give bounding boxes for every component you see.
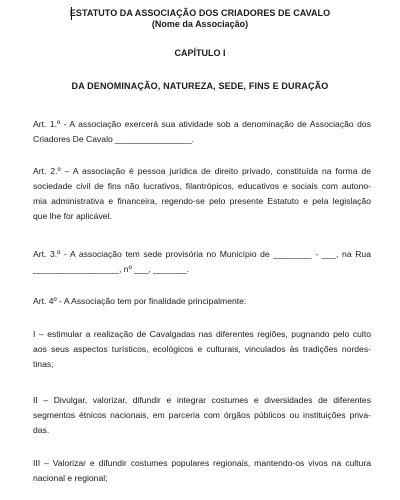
article-2-paragraph <box>33 164 371 224</box>
document-subtitle: (Nome da Associação) <box>151 19 249 29</box>
paragraph-line: Art. 2.º – A associação é pessoa jurídica de direito privado, constituída na forma de <box>33 166 371 176</box>
chapter-heading: DA DENOMINAÇÃO, NATUREZA, SEDE, FINS E DURAÇÃO <box>71 81 329 91</box>
article-1-paragraph <box>33 117 371 147</box>
item-i-paragraph <box>33 327 371 372</box>
article-4-paragraph <box>33 294 371 309</box>
chapter-title: CAPÍTULO I <box>174 48 226 58</box>
paragraph-line: segmentos étnicos nacionais, em parceria com órgãos públicos ou instituições priva- <box>33 410 371 420</box>
paragraph-line: das. <box>33 425 50 435</box>
paragraph-line: Art. 4º - A Associação tem por finalidade principalmente: <box>33 296 247 306</box>
paragraph-line: Art. 1.º - A associação exercerá sua atividade sob a denominação de Associação dos <box>33 119 371 129</box>
paragraph-line: sociedade civil de fins não lucrativos, filantrópicos, educativos e sociais com autono- <box>33 181 371 191</box>
paragraph-line: nacional e regional; <box>33 473 108 483</box>
paragraph-line: I – estimular a realização de Cavalgadas nas diferentes regiões, pugnando pelo culto <box>33 329 371 339</box>
article-3-paragraph <box>33 247 371 277</box>
paragraph-line: __________________, nº ___, _______. <box>33 264 190 274</box>
paragraph-line: mia administrativa e financeira, regendo-se pelo presente Estatuto e pela legislação <box>33 196 371 206</box>
paragraph-line: III – Valorizar e difundir costumes populares regionais, mantendo-os vivos na cultura <box>33 458 371 468</box>
paragraph-line: Criadores De Cavalo ________________. <box>33 134 195 144</box>
item-ii-paragraph <box>33 393 371 438</box>
paragraph-line: II – Divulgar, valorizar, difundir e integrar costumes e diversidades de diferentes <box>33 395 371 405</box>
paragraph-line: Art. 3.º - A associação tem sede provisória no Município de ________ - ___, na Rua <box>33 249 371 259</box>
paragraph-line: aos seus aspectos turísticos, ecológicos e culturais, vinculados às tradições nordes- <box>33 344 371 354</box>
document-title: ESTATUTO DA ASSOCIAÇÃO DOS CRIADORES DE CAVALO <box>69 8 331 18</box>
paragraph-line: tinas; <box>33 359 54 369</box>
paragraph-line: que lhe for aplicável. <box>33 211 112 221</box>
item-iii-paragraph <box>33 456 371 486</box>
